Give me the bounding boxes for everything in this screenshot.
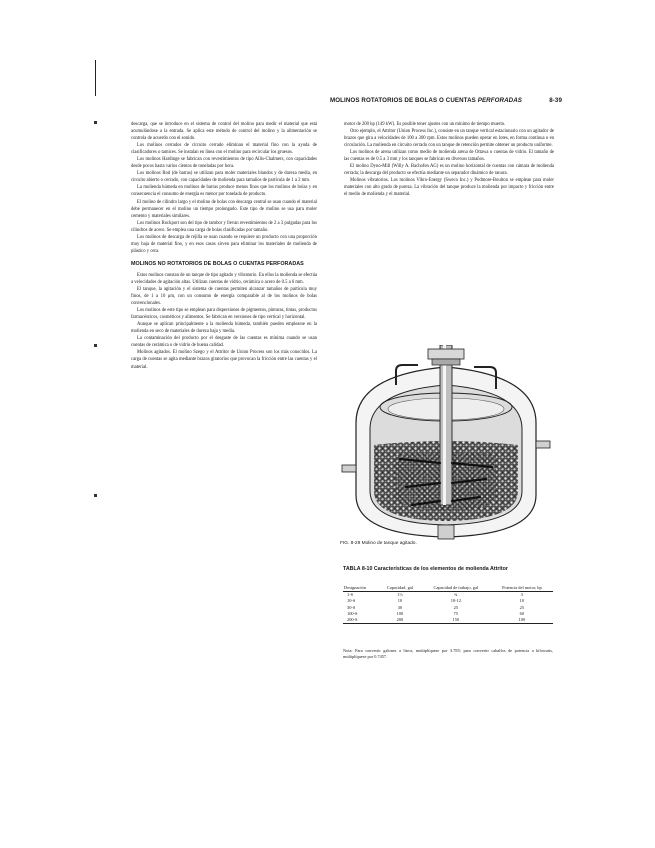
table-header-row bbox=[343, 585, 553, 592]
table-cell: 100-S bbox=[347, 610, 358, 616]
running-head bbox=[330, 97, 562, 104]
table-header: Capacidad de trabajo, gal bbox=[433, 585, 479, 590]
page-edge-mark bbox=[94, 494, 97, 497]
table-cell: 3 bbox=[520, 592, 523, 598]
table-header: Designación bbox=[344, 585, 366, 590]
table-cell: 30 bbox=[397, 604, 403, 610]
body-paragraph: El molino Dyno-Mill (Willy A. Bachofen AG) es un molino horizontal de cuentas con cámara de molienda cerrada; la descarga del producto se efectúa mediante un separador dinámico de ranura. bbox=[344, 164, 554, 177]
section-heading: MOLINOS NO ROTATORIOS DE BOLAS O CUENTAS PERFORADAS bbox=[131, 260, 304, 267]
page-edge-mark bbox=[94, 344, 97, 347]
table-header: Capacidad, gal bbox=[386, 585, 413, 590]
table-cell: 10 bbox=[519, 598, 525, 604]
page-edge-mark bbox=[94, 121, 97, 124]
table-cell: 150 bbox=[452, 617, 460, 623]
body-paragraph: El tanque, la agitación y el sistema de cuentas permiten alcanzar tamaños de partícula muy finos, de 1 a 10 μm, con un consumo de energía comparable al de los molinos de bolas convencionales. bbox=[131, 286, 317, 307]
page-number: 8-39 bbox=[549, 97, 562, 104]
table-cell: 100 bbox=[396, 610, 404, 616]
body-paragraph: Otro ejemplo, el Attritor (Union Process Inc.), consiste en un tanque vertical estacionario con un agitador de brazos que gira a velocidades de 100 a 300 rpm. Estos molinos pueden operar en lotes, en forma continua o en circulación. La molienda en circuito cerrado con un tanque de retención permite obtener un producto uniforme. bbox=[344, 129, 554, 149]
table-row bbox=[343, 617, 553, 624]
body-paragraph: Los molinos cerrados de circuito cerrado eliminan el material fino con la ayuda de clasificadores o tamices. Se instalan en línea con el molino para recircular los gruesos. bbox=[131, 143, 317, 156]
body-paragraph: La contaminación del producto por el desgaste de las cuentas es mínima cuando se usan cuentas de cerámica o de vidrio de buena calidad. bbox=[131, 336, 317, 349]
body-paragraph: Los molinos de descarga de rejilla se usan cuando se requiere un producto con una proporción muy baja de material fino, y en esos casos sirven para eliminar los materiales de molienda de plástico y cera. bbox=[131, 234, 317, 254]
table-header: Potencia del motor, hp bbox=[502, 585, 542, 590]
body-paragraph: Los molinos Rod (de barras) se utilizan para moler materiales blandos y de dureza media, en circuito abierto o cerrado, con capacidades de molienda para tamaños de partícula de 1 a 2 mm. bbox=[131, 171, 317, 184]
agitated-mill-figure bbox=[336, 345, 556, 541]
table-cell: ¾ bbox=[454, 592, 458, 598]
right-text-column bbox=[344, 121, 554, 199]
table-title: TABLA 8-10 Características de los elementos de molienda Attritor bbox=[343, 566, 508, 572]
table-cell: 25 bbox=[519, 604, 525, 610]
figure-caption: FIG. 8-29 Molino de tanque agitado. bbox=[340, 541, 417, 546]
table-cell: 200 bbox=[396, 617, 404, 623]
left-text-column bbox=[131, 121, 317, 371]
body-paragraph: La molienda húmeda en molinos de barras produce menos finos que los molinos de bolas y en consecuencia el consumo de energía es menor por tonelada de producto. bbox=[131, 185, 317, 198]
running-head-title-roman: MOLINOS ROTATORIOS DE BOLAS O CUENTAS bbox=[330, 97, 478, 104]
body-paragraph: Los molinos Rockport son del tipo de tambor y llevan revestimientos de 2 a 3 pulgadas para los cilindros de acero. Se emplea una carga de bolas clasificadas por tamaño. bbox=[131, 220, 317, 233]
table-cell: 25 bbox=[453, 604, 459, 610]
body-paragraph: Aunque se aplican principalmente a la molienda húmeda, también pueden emplearse en la molienda en seco de materiales de dureza baja y media. bbox=[131, 322, 317, 335]
running-head-title bbox=[330, 97, 522, 104]
body-paragraph: Los molinos de arena utilizan como medio de molienda arena de Ottawa o cuentas de vidrio. El tamaño de las cuentas es de 0.5 a 3 mm y los tanques se fabrican en diversos tamaños. bbox=[344, 150, 554, 163]
table-cell: 10-S bbox=[347, 598, 356, 604]
table-cell: 30-S bbox=[347, 604, 356, 610]
body-paragraph: Los molinos de este tipo se emplean para dispersiones de pigmentos, pinturas, tintas, productos farmacéuticos, cosméticos y alimentos. Se fabrican en versiones de tipo vertical y horizontal. bbox=[131, 308, 317, 321]
body-paragraph: descarga, que se introduce en el sistema de control del molino para medir el material que está acumulándose a la entrada. Se aplica este método de control del molino y la alimentación se controla de acuerdo con el sonido. bbox=[131, 122, 317, 142]
running-head-title-italic: PERFORADAS bbox=[477, 97, 523, 104]
body-paragraph: motor de 200 hp (149 kW). Es posible tener ajustes con un mínimo de tiempo muerto. bbox=[344, 122, 506, 127]
table-cell: 60 bbox=[519, 610, 525, 616]
body-paragraph: Molinos agitados. El molino Szego y el Attritor de Union Process son los más conocidos. La carga de cuentas se agita mediante brazos giratorios que provocan la fricción entre las cuentas y el material. bbox=[131, 350, 317, 370]
table-cell: 200-S bbox=[347, 617, 358, 623]
table-footnote: Nota: Para convertir galones a litros, multiplíquese por 3.785; para convertir caballos de potencia a kilowatts, multiplíquese por 0.7457. bbox=[343, 648, 553, 660]
body-paragraph: Los molinos Hardinge se fabrican con revestimientos de tipo Allis-Chalmers, con capacidades desde pocos hasta varios cientos de toneladas por hora. bbox=[131, 157, 317, 170]
attritor-specs-table bbox=[343, 585, 553, 624]
agitated-mill-illustration bbox=[336, 345, 556, 541]
table-row bbox=[343, 592, 553, 599]
page-edge-rule bbox=[95, 60, 96, 96]
table-cell: 1-S bbox=[347, 592, 354, 598]
body-paragraph: El molino de cilindro largo y el molino de bolas con descarga central se usan cuando el material debe permanecer en el molino un tiempo prolongado. Este tipo de molino se usa para moler cemento y materiales similares. bbox=[131, 199, 317, 219]
body-paragraph: Molinos vibratorios. Los molinos Vibro-Energy (Sweco Inc.) y Podmore-Boulton se emplean para moler materiales con alto grado de pureza. La vibración del tanque produce la molienda por impacto y fricción entre el medio de molienda y el material. bbox=[344, 178, 554, 198]
body-paragraph: Estos molinos constan de un tanque de tipo agitado y vibratorio. En ellos la molienda se efectúa a velocidades de agitación altas. Utilizan cuentas de vidrio, cerámica o acero de 0.5 a 6 mm. bbox=[131, 272, 317, 285]
table-cell: 10 bbox=[397, 598, 403, 604]
table-cell: 100 bbox=[518, 617, 526, 623]
table-cell: 75 bbox=[453, 610, 459, 616]
table-cell: 10-12 bbox=[450, 598, 461, 604]
table-cell: 1½ bbox=[397, 592, 403, 598]
